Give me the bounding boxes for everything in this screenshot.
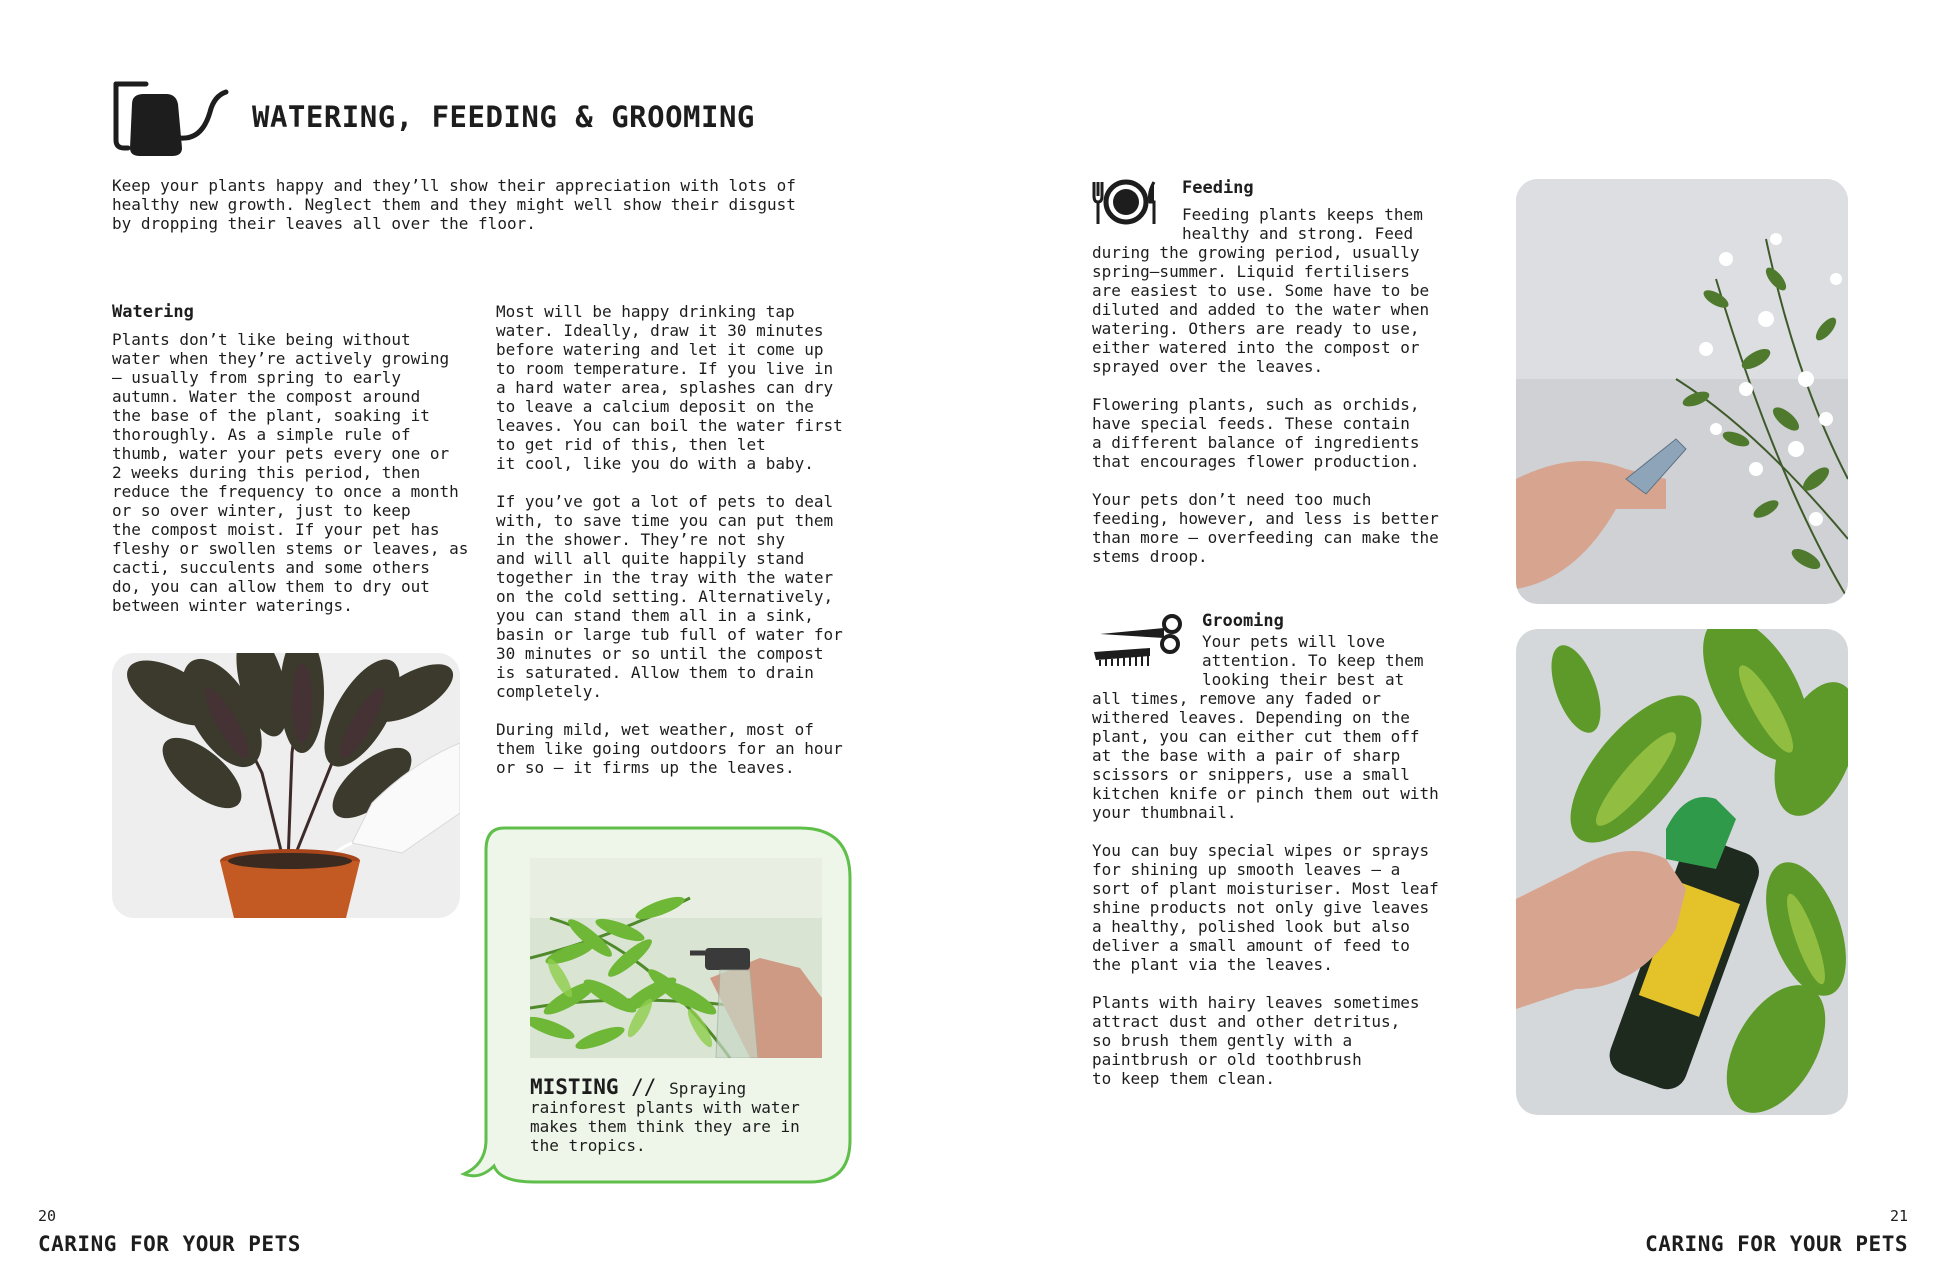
misting-callout xyxy=(460,820,860,1190)
misting-text: Spraying rainforest plants with water makes them think they are in the tropics. xyxy=(530,1079,800,1155)
misting-separator: // xyxy=(618,1075,670,1099)
left-page-number: 20 xyxy=(38,1207,57,1225)
left-running-title: CARING FOR YOUR PETS xyxy=(38,1232,301,1256)
leaf-shine-spray-photo xyxy=(1516,629,1848,1115)
right-running-title: CARING FOR YOUR PETS xyxy=(1645,1232,1908,1256)
misting-label: MISTING xyxy=(530,1075,619,1099)
watering-plant-photo xyxy=(112,653,460,918)
watering-can-icon xyxy=(110,76,234,160)
misting-fern-photo xyxy=(530,858,822,1058)
scissors-comb-icon xyxy=(1090,612,1186,672)
right-page xyxy=(973,0,1946,1282)
plate-cutlery-icon xyxy=(1090,178,1160,228)
watering-column-2: Most will be happy drinking tap water. Ideally, draw it 30 minutes before watering and let it come up to room temperature. If you live in a hard water area, splashes can dry to leave a calcium deposit on the leaves. You can boil the water first to get rid of this, then let it cool, like you do with a baby. If you’ve got a lot of pets to deal with, to save time you can put them in the shower. They’re not shy and will all quite happily stand together in the tray with the water on the cold setting. Alternatively, you can stand them all in a sink, basin or large tub full of water for 30 minutes or so until the compost is saturated. Allow them to drain completely. During mild, wet weather, most of them like going outdoors for an hour or so — it firms up the leaves. xyxy=(496,302,843,777)
intro-paragraph: Keep your plants happy and they’ll show their appreciation with lots of healthy new growth. Neglect them and they might well show their disgust by dropping their leaves all over the floor. xyxy=(112,176,796,233)
right-page-number: 21 xyxy=(1889,1207,1908,1225)
jasmine-snipping-photo xyxy=(1516,179,1848,604)
grooming-text-indented: Your pets will love attention. To keep them looking their best at xyxy=(1202,632,1424,689)
feeding-heading: Feeding xyxy=(1182,178,1254,198)
feeding-text: during the growing period, usually spring—summer. Liquid fertilisers are easiest to use. Some have to be diluted and added to the water when watering. Others are ready to use, either watered into the compost or sprayed over the leaves. Flowering plants, such as orchids, have special feeds. These contain a different balance of ingredients that encourages flower production. Your pets don’t need too much feeding, however, and less is better than more — overfeeding can make the stems droop. xyxy=(1092,243,1439,566)
watering-column-1: Plants don’t like being without water when they’re actively growing — usually from spring to early autumn. Water the compost around the base of the plant, soaking it thoroughly. As a simple rule of thumb, water your pets every one or 2 weeks during this period, then reduce the frequency to once a month or so over winter, just to keep the compost moist. If your pet has fleshy or swollen stems or leaves, as cacti, succulents and some others do, you can allow them to dry out between winter waterings. xyxy=(112,330,469,615)
page-title: WATERING, FEEDING & GROOMING xyxy=(252,100,755,134)
grooming-heading: Grooming xyxy=(1202,611,1284,631)
watering-heading: Watering xyxy=(112,302,194,322)
misting-caption xyxy=(530,1075,820,1155)
grooming-text: all times, remove any faded or withered leaves. Depending on the plant, you can either cut them off at the base with a pair of sharp scissors or snippers, use a small kitchen knife or pinch them out with your thumbnail. You can buy special wipes or sprays for shining up smooth leaves — a sort of plant moisturiser. Most leaf shine products not only give leaves a healthy, polished look but also deliver a small amount of feed to the plant via the leaves. Plants with hairy leaves sometimes attract dust and other detritus, so brush them gently with a paintbrush or old toothbrush to keep them clean. xyxy=(1092,689,1439,1088)
feeding-text-indented: Feeding plants keeps them healthy and strong. Feed xyxy=(1182,205,1423,243)
